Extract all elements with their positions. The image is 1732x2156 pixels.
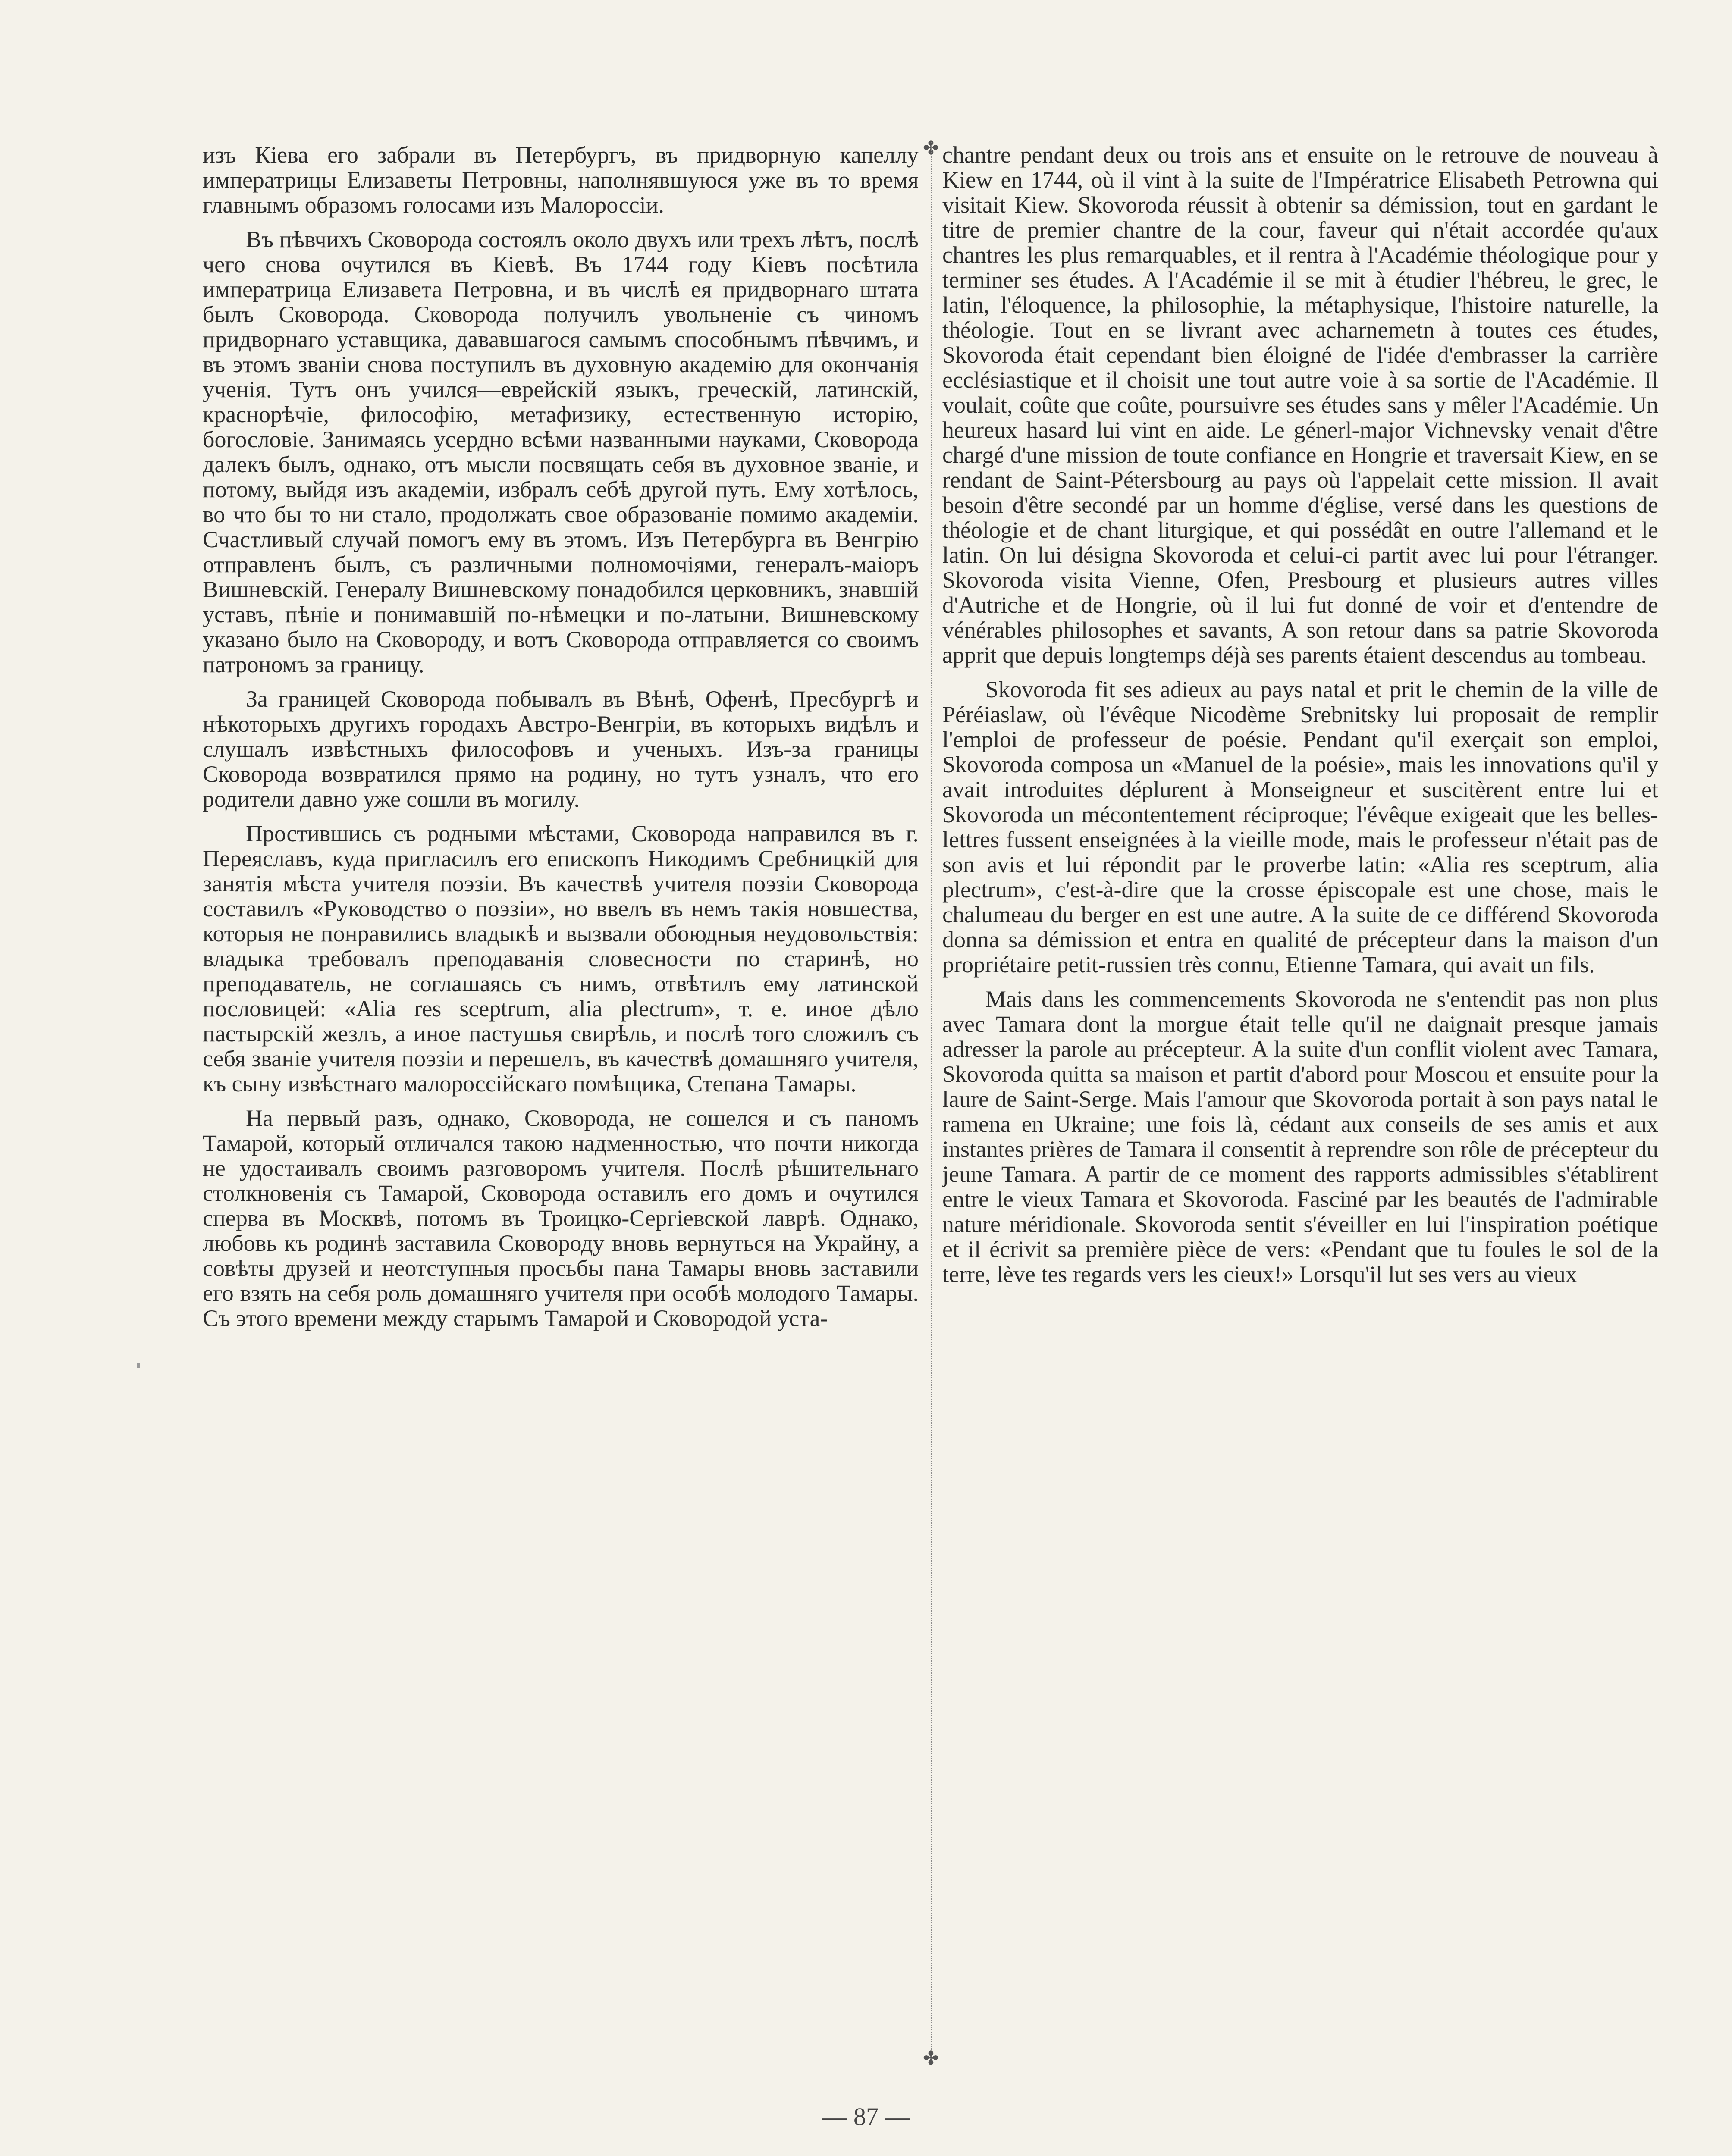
- column-divider: [931, 142, 932, 2065]
- binding-mark-bottom: ✤: [923, 2048, 939, 2069]
- paragraph: Skovoroda fit ses adieux au pays natal et prit le chemin de la ville de Péréiaslaw, où l'évêque Nicodème Srebnitsky lui proposait de remplir l'emploi de professeur de poésie. Pendant qu'il exerçait son emploi, Skovoroda composa un «Manuel de la poésie», mais les innovations qu'il y avait introduites déplurent à Monseigneur et suscitèrent entre lui et Skovoroda un mécontentement réciproque; l'évêque exigeait que les belles-lettres fussent enseignées à la vieille mode, mais le professeur n'était pas de son avis et lui répondit par le proverbe latin: «Alia res sceptrum, alia plectrum», c'est-à-dire que la crosse épiscopale est une chose, mais le chalumeau du berger en est une autre. A la suite de ce différend Skovoroda donna sa démission et entra en qualité de précepteur dans la maison d'un propriétaire petit-russien très connu, Etienne Tamara, qui avait un fils.: [942, 677, 1658, 978]
- paragraph: изъ Кіева его забрали въ Петербургъ, въ придворную капеллу императрицы Елизаветы Петровны, наполнявшуюся уже въ то время главнымъ образомъ голосами изъ Малороссіи.: [203, 142, 919, 218]
- paragraph: chantre pendant deux ou trois ans et ensuite on le retrouve de nouveau à Kiew en 1744, où il vint à la suite de l'Impératrice Elisabeth Petrowna qui visitait Kiew. Skovoroda réussit à obtenir sa démission, tout en gardant le titre de premier chantre de la cour, faveur qui n'était accordée qu'aux chantres les plus remarquables, et il rentra à l'Académie théologique pour y terminer ses études. A l'Académie il se mit à étudier l'hébreu, le grec, le latin, l'éloquence, la philosophie, la métaphysique, l'histoire naturelle, la théologie. Tout en se livrant avec acharnemetn à toutes ces études, Skovoroda était cependant bien éloigné de l'idée d'embrasser la carrière ecclésiastique et il choisit une tout autre voie à sa sortie de l'Académie. Il voulait, coûte que coûte, poursuivre ses études sans y mêler l'Académie. Un heureux hasard lui vint en aide. Le génerl-major Vichnevsky venait d'être chargé d'une mission de toute confiance en Hongrie et traversait Kiew, en se rendant de Saint-Pétersbourg au pays où l'appelait cette mission. Il avait besoin d'être secondé par un homme d'église, versé dans les questions de théologie et de chant liturgique, et qui possédât en outre l'allemand et le latin. On lui désigna Skovoroda et celui-ci partit avec lui pour l'étranger. Skovoroda visita Vienne, Ofen, Presbourg et plusieurs autres villes d'Autriche et de Hongrie, où il lui fut donné de voir et d'entendre de vénérables philosophes et savants, A son retour dans sa patrie Skovoroda apprit que depuis longtemps déjà ses parents étaient descendus au tombeau.: [942, 142, 1658, 668]
- binding-mark-top: ✤: [923, 138, 939, 159]
- french-text-column: [942, 142, 1658, 2065]
- margin-speck: [137, 1363, 140, 1368]
- paragraph: Mais dans les commencements Skovoroda ne s'entendit pas non plus avec Tamara dont la morgue était telle qu'il ne daignait presque jamais adresser la parole au précepteur. A la suite d'un conflit violent avec Tamara, Skovoroda quitta sa maison et partit d'abord pour Moscou et ensuite pour la laure de Saint-Serge. Mais l'amour que Skovoroda portait à son pays natal le ramena en Ukraine; une fois là, cédant aux conseils de ses amis et aux instantes prières de Tamara il consentit à reprendre son rôle de précepteur du jeune Tamara. A partir de ce moment des rapports admissibles s'établirent entre le vieux Tamara et Skovoroda. Fasciné par les beautés de l'admirable nature méridionale. Skovoroda sentit s'éveiller en lui l'inspiration poétique et il écrivit sa première pièce de vers: «Pendant que tu foules le sol de la terre, lève tes regards vers les cieux!» Lorsqu'il lut ses vers au vieux: [942, 986, 1658, 1287]
- paragraph: За границей Сковорода побывалъ въ Вѣнѣ, Офенѣ, Пресбургѣ и нѣкоторыхъ другихъ городахъ Австро-Венгріи, въ которыхъ видѣлъ и слушалъ извѣстныхъ философовъ и ученыхъ. Изъ-за границы Сковорода возвратился прямо на родину, но тутъ узналъ, что его родители давно уже сошли въ могилу.: [203, 686, 919, 812]
- paragraph: На первый разъ, однако, Сковорода, не сошелся и съ паномъ Тамарой, который отличался такою надменностью, что почти никогда не удостаивалъ своимъ разговоромъ учителя. Послѣ рѣшительнаго столкновенія съ Тамарой, Сковорода оставилъ его домъ и очутился сперва въ Москвѣ, потомъ въ Троицко-Сергіевской лаврѣ. Однако, любовь къ родинѣ заставила Сковороду вновь вернуться на Украйну, а совѣты друзей и неотступныя просьбы пана Тамары вновь заставили его взять на себя роль домашняго учителя при особѣ молодого Тамары. Съ этого времени между старымъ Тамарой и Сковородой уста-: [203, 1105, 919, 1331]
- russian-text-column: [203, 142, 919, 2065]
- paragraph: Въ пѣвчихъ Сковорода состоялъ около двухъ или трехъ лѣтъ, послѣ чего снова очутился въ Кіевѣ. Въ 1744 году Кіевъ посѣтила императрица Елизавета Петровна, и въ числѣ ея придворнаго штата былъ Сковорода. Сковорода получилъ увольненіе съ чиномъ придворнаго уставщика, дававшагося самымъ способнымъ пѣвчимъ, и въ этомъ званіи снова поступилъ въ духовную академію для окончанія ученія. Тутъ онъ учился—еврейскій языкъ, греческій, латинскій, краснорѣчіе, философію, метафизику, естественную исторію, богословіе. Занимаясь усердно всѣми названными науками, Сковорода далекъ былъ, однако, отъ мысли посвящать себя въ духовное званіе, и потому, выйдя изъ академіи, избралъ себѣ другой путь. Ему хотѣлось, во что бы то ни стало, продолжать свое образованіе помимо академіи. Счастливый случай помогъ ему въ этомъ. Изъ Петербурга въ Венгрію отправленъ былъ, съ различными полномочіями, генералъ-маіоръ Вишневскій. Генералу Вишневскому понадобился церковникъ, знавшій уставъ, пѣніе и понимавшій по-нѣмецки и по-латыни. Вишневскому указано было на Сковороду, и вотъ Сковорода отправляется со своимъ патрономъ за границу.: [203, 226, 919, 677]
- paragraph: Простившись съ родными мѣстами, Сковорода направился въ г. Переяславъ, куда пригласилъ его епископъ Никодимъ Сребницкій для занятія мѣста учителя поэзіи. Въ качествѣ учителя поэзіи Сковорода составилъ «Руководство о поэзіи», но ввелъ въ немъ такія новшества, которыя не понравились владыкѣ и вызвали обоюдныя неудовольствія: владыка требовалъ преподаванія словесности по старинѣ, но преподаватель, не соглашаясь съ нимъ, отвѣтилъ ему латинской пословицей: «Alia res sceptrum, alia plectrum», т. е. иное дѣло пастырскій жезлъ, а иное пастушья свирѣль, и послѣ того сложилъ съ себя званіе учителя поэзіи и перешелъ, въ качествѣ домашняго учителя, къ сыну извѣстнаго малороссійскаго помѣщика, Степана Тамары.: [203, 821, 919, 1097]
- page-number: — 87 —: [822, 2103, 910, 2131]
